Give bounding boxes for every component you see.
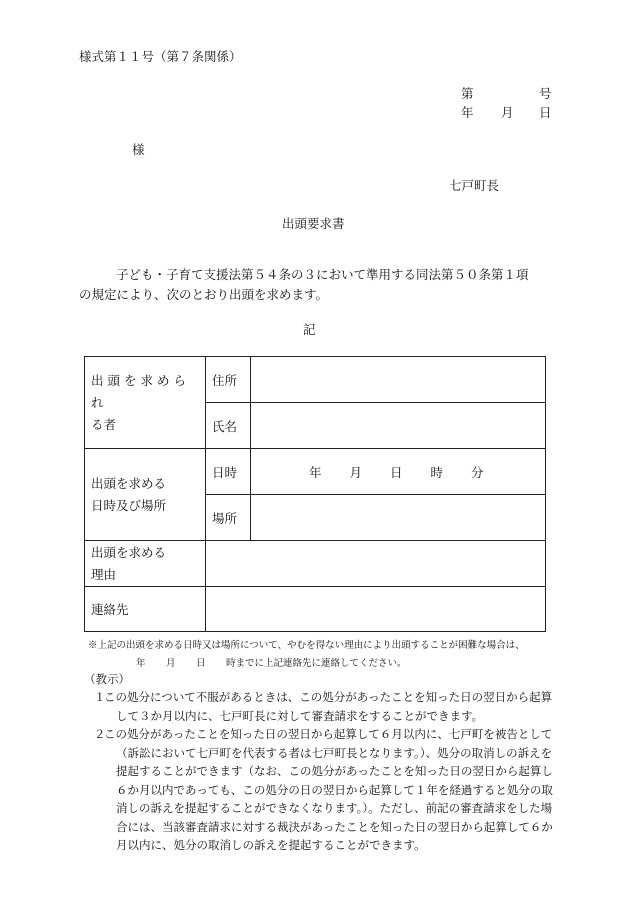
kyoji-item-1-num: １ xyxy=(94,690,106,704)
date-day: 日 xyxy=(539,105,552,120)
body-line-1: 子ども・子育て支援法第５４条の３において準用する同法第５０条第１項 xyxy=(116,267,529,282)
note-month: 月 xyxy=(166,658,176,669)
form-number: 様式第１１号（第７条関係） xyxy=(79,49,242,64)
kyoji-item-1-text: この処分について不服があるときは、この処分があったことを知った日の翌日から起算して３か月以内に、七戸町長に対して審査請求をすることができます。 xyxy=(104,690,553,723)
kyoji-title: （教示） xyxy=(84,672,130,686)
request-table xyxy=(84,356,546,632)
kyoji-item-2 xyxy=(84,725,559,855)
reason-label-2: 理由 xyxy=(91,566,117,582)
dt-hour: 時 xyxy=(430,464,444,480)
kyoji-list xyxy=(84,688,559,855)
body-text xyxy=(79,265,559,305)
kyoji-item-2-text: この処分があったことを知った日の翌日から起算して６月以内に、七戸町を被告として（訴訟において七戸町を代表する者は七戸町長となります。）、処分の取消しの訴えを提起することができます（なお、この処分があったことを知った日の翌日から起算し６か月以内であっても、この処分の日の翌日から起算して１年を経過すると処分の取消しの訴えを提起することができなくなります。）。ただし、前記の審査請求をした場合には、当該審査請求に対する裁決があったことを知った日の翌日から起算して６か月以内に、処分の取消しの訴えを提起することができます。 xyxy=(104,727,553,852)
name-label: 氏名 xyxy=(206,403,251,449)
document-title: 出頭要求書 xyxy=(282,216,345,231)
when-label-2: 日時及び場所 xyxy=(91,497,167,513)
person-label-cell xyxy=(85,357,206,449)
reason-label-cell xyxy=(85,541,206,587)
datetime-label: 日時 xyxy=(206,449,251,495)
recipient: 様 xyxy=(132,142,145,157)
person-label-2: る者 xyxy=(91,416,117,432)
date-year: 年 xyxy=(461,105,474,120)
address-field[interactable] xyxy=(251,357,546,403)
kyoji-item-1 xyxy=(84,688,559,725)
dt-year: 年 xyxy=(309,464,322,480)
place-label: 場所 xyxy=(206,495,251,541)
doc-no-suffix: 号 xyxy=(539,86,552,101)
note-year: 年 xyxy=(136,658,146,669)
reason-field[interactable] xyxy=(206,541,546,587)
dt-minute: 分 xyxy=(471,464,484,480)
place-field[interactable] xyxy=(251,495,546,541)
when-label-cell xyxy=(85,449,206,541)
person-label-1: 出頭を求められ xyxy=(91,372,191,410)
kyoji-item-2-num: ２ xyxy=(94,727,106,741)
note-day: 日 xyxy=(196,658,206,669)
datetime-field[interactable] xyxy=(251,449,546,495)
note-line-1: ※上記の出頭を求める日時又は場所について、やむを得ない理由により出頭することが困難な場合は、 xyxy=(88,640,525,651)
dt-day: 日 xyxy=(390,464,403,480)
contact-label: 連絡先 xyxy=(85,587,206,632)
reason-label-1: 出頭を求める xyxy=(91,544,167,560)
ki-heading: 記 xyxy=(303,322,316,337)
contact-field[interactable] xyxy=(206,587,546,632)
dt-month: 月 xyxy=(349,464,363,480)
note-tail: 時までに上記連絡先に連絡してください。 xyxy=(226,658,407,669)
issuer: 七戸町長 xyxy=(449,178,500,193)
date-month: 月 xyxy=(501,105,514,120)
when-label-1: 出頭を求める xyxy=(91,475,167,491)
name-field[interactable] xyxy=(251,403,546,449)
body-line-2: の規定により、次のとおり出頭を求めます。 xyxy=(79,287,329,302)
address-label: 住所 xyxy=(206,357,251,403)
doc-no-prefix: 第 xyxy=(461,86,474,101)
